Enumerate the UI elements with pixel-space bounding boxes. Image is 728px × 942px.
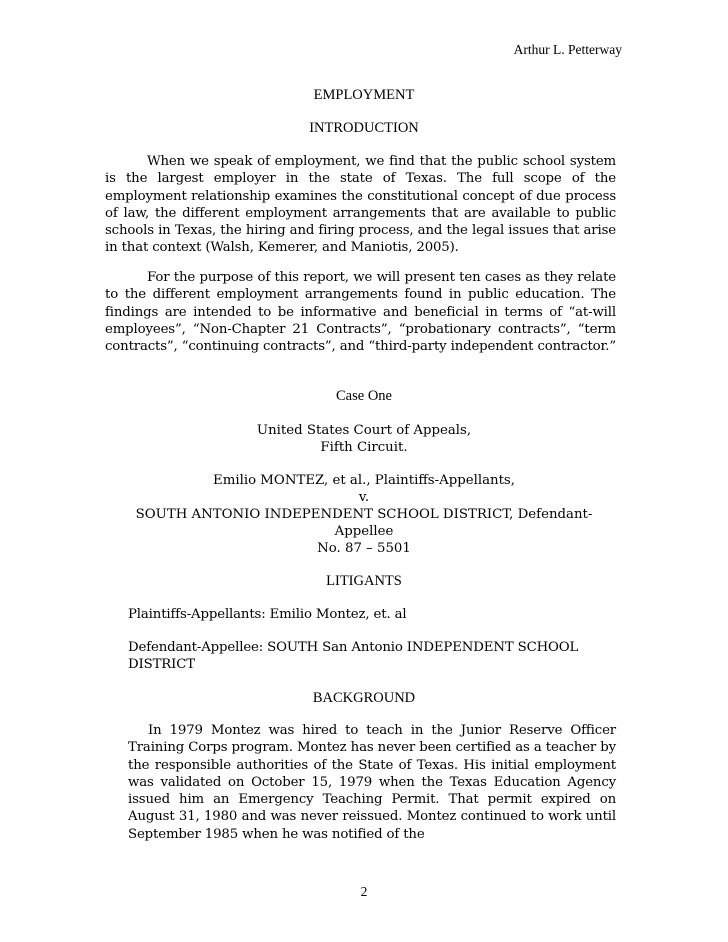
title-employment: EMPLOYMENT xyxy=(313,87,415,103)
heading-background: BACKGROUND xyxy=(312,690,416,706)
case-versus: v. xyxy=(358,490,370,505)
case-number: No. 87 – 5501 xyxy=(317,541,411,556)
heading-litigants: LITIGANTS xyxy=(326,573,402,589)
page-header-author: Arthur L. Petterway xyxy=(513,42,622,57)
litigants-defendant: Defendant-Appellee: SOUTH San Antonio INDEPENDENT SCHOOL DISTRICT xyxy=(128,640,579,673)
case-defendant-line2: Appellee xyxy=(334,524,394,539)
background-paragraph: In 1979 Montez was hired to teach in the Junior Reserve Officer Training Corps program. Montez has never been certified as a teacher by the responsible authorities of the State of Texas. His initial employment was validated on October 15, 1979 when the Texas Education Agency issued him an Emergency Teaching Permit. That permit expired on August 31, 1980 and was never reissued. Montez continued to work until September 1985 when he was notified of the xyxy=(128,723,616,842)
court-circuit: Fifth Circuit. xyxy=(320,440,408,455)
heading-case-one: Case One xyxy=(336,388,392,404)
litigants-plaintiffs: Plaintiffs-Appellants: Emilio Montez, et. al xyxy=(128,607,407,622)
case-defendant-line1: SOUTH ANTONIO INDEPENDENT SCHOOL DISTRICT, Defendant- xyxy=(135,507,593,522)
intro-paragraph-1: When we speak of employment, we find that the public school system is the largest employer in the state of Texas. The full scope of the employment relationship examines the constitutional concept of due process of law, the different employment arrangements that are available to public schools in Texas, the hiring and firing process, and the legal issues that arise in that context (Walsh, Kemerer, and Maniotis, 2005). xyxy=(105,154,616,256)
page-number: 2 xyxy=(360,884,368,899)
intro-paragraph-2: For the purpose of this report, we will present ten cases as they relate to the different employment arrangements found in public education. The findings are intended to be informative and beneficial in terms of “at-will employees”, “Non-Chapter 21 Contracts”, “probationary contracts”, “term contracts”, “continuing contracts”, and “third-party independent contractor.” xyxy=(105,270,617,355)
heading-introduction: INTRODUCTION xyxy=(309,120,419,136)
court-name: United States Court of Appeals, xyxy=(256,423,472,438)
case-plaintiffs: Emilio MONTEZ, et al., Plaintiffs-Appellants, xyxy=(213,473,515,488)
